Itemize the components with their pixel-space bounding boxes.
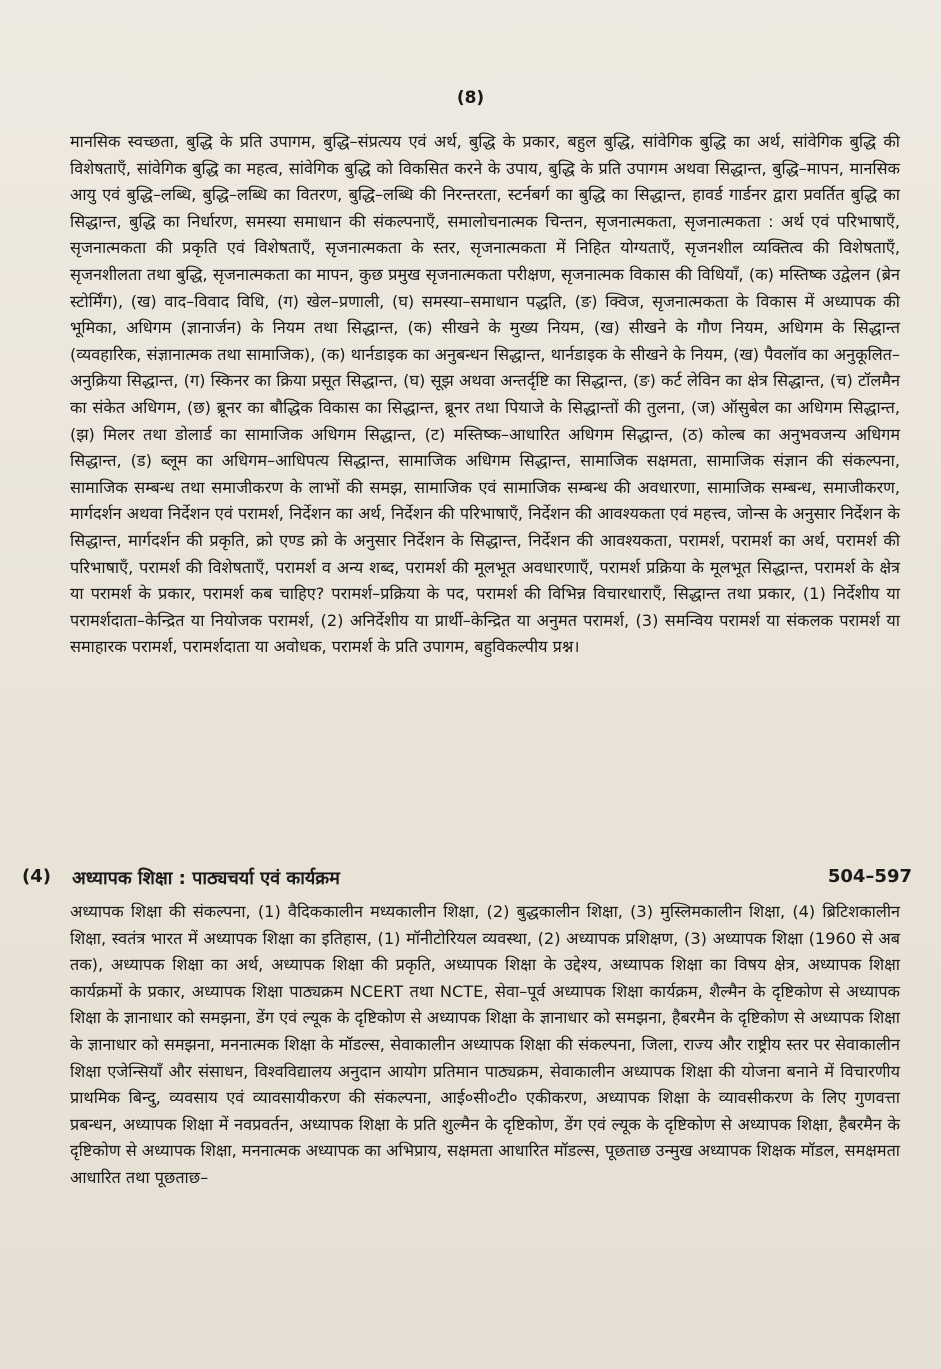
section-heading bbox=[22, 866, 912, 896]
syllabus-paragraph-psychology: मानसिक स्वच्छता, बुद्धि के प्रति उपागम, बुद्धि–संप्रत्यय एवं अर्थ, बुद्धि के प्रकार, बहुल बुद्धि, सांवेगिक बुद्धि का अर्थ, सांवेगिक बुद्धि की विशेषताएँ, सांवेगिक बुद्धि का महत्व, सांवेगिक बुद्धि को विकसित करने के उपाय, बुद्धि के प्रति उपागम अथवा सिद्धान्त, बुद्धि–मापन, मानसिक आयु एवं बुद्धि–लब्धि, बुद्धि–लब्धि का वितरण, बुद्धि–लब्धि की निरन्तरता, स्टर्नबर्ग का बुद्धि का सिद्धान्त, हावर्ड गार्डनर द्वारा प्रवर्तित बुद्धि का सिद्धान्त, बुद्धि का निर्धारण, समस्या समाधान की संकल्पनाएँ, समालोचनात्मक चिन्तन, सृजनात्मकता, सृजनात्मकता : अर्थ एवं परिभाषाएँ, सृजनात्मकता की प्रकृति एवं विशेषताएँ, सृजनात्मकता के स्तर, सृजनात्मकता में निहित योग्यताएँ, सृजनशील व्यक्तित्व की विशेषताएँ, सृजनशीलता तथा बुद्धि, सृजनात्मकता का मापन, कुछ प्रमुख सृजनात्मकता परीक्षण, सृजनात्मक विकास की विधियाँ, (क) मस्तिष्क उद्वेलन (ब्रेन स्टोर्मिंग), (ख) वाद–विवाद विधि, (ग) खेल–प्रणाली, (घ) समस्या–समाधान पद्धति, (ङ) क्विज, सृजनात्मकता के विकास में अध्यापक की भूमिका, अधिगम (ज्ञानार्जन) के नियम तथा सिद्धान्त, (क) सीखने के मुख्य नियम, (ख) सीखने के गौण नियम, अधिगम के सिद्धान्त (व्यवहारिक, संज्ञानात्मक तथा सामाजिक), (क) थार्नडाइक का अनुबन्धन सिद्धान्त, थार्नडाइक के सीखने के नियम, (ख) पैवलॉव का अनुकूलित–अनुक्रिया सिद्धान्त, (ग) स्किनर का क्रिया प्रसूत सिद्धान्त, (घ) सूझ अथवा अन्तर्दृष्टि का सिद्धान्त, (ङ) कर्ट लेविन का क्षेत्र सिद्धान्त, (च) टॉलमैन का संकेत अधिगम, (छ) ब्रूनर का बौद्धिक विकास का सिद्धान्त, ब्रूनर तथा पियाजे के सिद्धान्तों की तुलना, (ज) ऑसुबेल का अधिगम सिद्धान्त, (झ) मिलर तथा डोलार्ड का सामाजिक अधिगम सिद्धान्त, (ट) मस्तिष्क–आधारित अधिगम सिद्धान्त, (ठ) कोल्ब का अनुभवजन्य अधिगम सिद्धान्त, (ड) ब्लूम का अधिगम–आधिपत्य सिद्धान्त, सामाजिक अधिगम सिद्धान्त, सामाजिक सक्षमता, सामाजिक संज्ञान की संकल्पना, सामाजिक सम्बन्ध तथा समाजीकरण के लाभों की समझ, सामाजिक एवं सामाजिक सम्बन्ध की अवधारणा, सामाजिक सम्बन्ध, समाजीकरण, मार्गदर्शन अथवा निर्देशन एवं परामर्श, निर्देशन का अर्थ, निर्देशन की परिभाषाएँ, निर्देशन की आवश्यकता एवं महत्त्व, जोन्स के अनुसार निर्देशन के सिद्धान्त, मार्गदर्शन की प्रकृति, क्रो एण्ड क्रो के अनुसार निर्देशन के सिद्धान्त, निर्देशन की आवश्यकता, परामर्श, परामर्श का अर्थ, परामर्श की परिभाषाएँ, परामर्श की विशेषताएँ, परामर्श व अन्य शब्द, परामर्श की मूलभूत अवधारणाएँ, परामर्श प्रक्रिया के मूलभूत सिद्धान्त, परामर्श के क्षेत्र या परामर्श के प्रकार, परामर्श कब चाहिए? परामर्श–प्रक्रिया के पद, परामर्श की विभिन्न विचारधाराएँ, सिद्धान्त तथा प्रकार, (1) निर्देशीय या परामर्शदाता–केन्द्रित या नियोजक परामर्श, (2) अनिर्देशीय या प्रार्थी–केन्द्रित या अनुमत परामर्श, (3) समन्विय परामर्श या संकलक परामर्श या समाहारक परामर्श, परामर्शदाता या अवोधक, परामर्श के प्रति उपागम, बहुविकल्पीय प्रश्न। bbox=[70, 132, 900, 657]
section-title: अध्यापक शिक्षा : पाठ्यचर्या एवं कार्यक्रम bbox=[72, 868, 340, 889]
section-page-range: 504–597 bbox=[827, 866, 912, 887]
section-number: (4) bbox=[22, 866, 51, 887]
syllabus-paragraph-teacher-education: अध्यापक शिक्षा की संकल्पना, (1) वैदिककालीन मध्यकालीन शिक्षा, (2) बुद्धकालीन शिक्षा, (3) मुस्लिमकालीन शिक्षा, (4) ब्रिटिशकालीन शिक्षा, स्वतंत्र भारत में अध्यापक शिक्षा का इतिहास, (1) मॉनीटोरियल व्यवस्था, (2) अध्यापक प्रशिक्षण, (3) अध्यापक शिक्षा (1960 से अब तक), अध्यापक शिक्षा का अर्थ, अध्यापक शिक्षा की प्रकृति, अध्यापक शिक्षा के उद्देश्य, अध्यापक शिक्षा का विषय क्षेत्र, अध्यापक शिक्षा कार्यक्रमों के प्रकार, अध्यापक शिक्षा पाठ्यक्रम NCERT तथा NCTE, सेवा–पूर्व अध्यापक शिक्षा कार्यक्रम, शैल्मैन के दृष्टिकोण से अध्यापक शिक्षा के ज्ञानाधार को समझना, डेंग एवं ल्यूक के दृष्टिकोण से अध्यापक शिक्षा के ज्ञानाधार को समझना, हैबरमैन के दृष्टिकोण से अध्यापक शिक्षा के ज्ञानाधार को समझना, मननात्मक शिक्षा के मॉडल्स, सेवाकालीन अध्यापक शिक्षा की संकल्पना, जिला, राज्य और राष्ट्रीय स्तर पर सेवाकालीन शिक्षा एजेन्सियाँ और संसाधन, विश्वविद्यालय अनुदान आयोग प्रतिमान पाठ्यक्रम, सेवाकालीन अध्यापक शिक्षा की योजना बनाने में विचारणीय प्राथमिक बिन्दु, व्यवसाय एवं व्यावसायीकरण की संकल्पना, आई०सी०टी० एकीकरण, अध्यापक शिक्षा के व्यावसीकरण के लिए गुणवत्ता प्रबन्धन, अध्यापक शिक्षा में नवप्रवर्तन, अध्यापक शिक्षा के प्रति शुल्मैन के दृष्टिकोण, डेंग एवं ल्यूक के दृष्टिकोण से अध्यापक शिक्षा, हैबरमैन के दृष्टिकोण से अध्यापक शिक्षा, मननात्मक अध्यापक का अभिप्राय, सक्षमता आधारित मॉडल्स, पूछताछ उन्मुख अध्यापक शिक्षक मॉडल, समक्षमता आधारित तथा पूछताछ– bbox=[70, 902, 900, 1187]
page-number: (8) bbox=[456, 88, 485, 108]
